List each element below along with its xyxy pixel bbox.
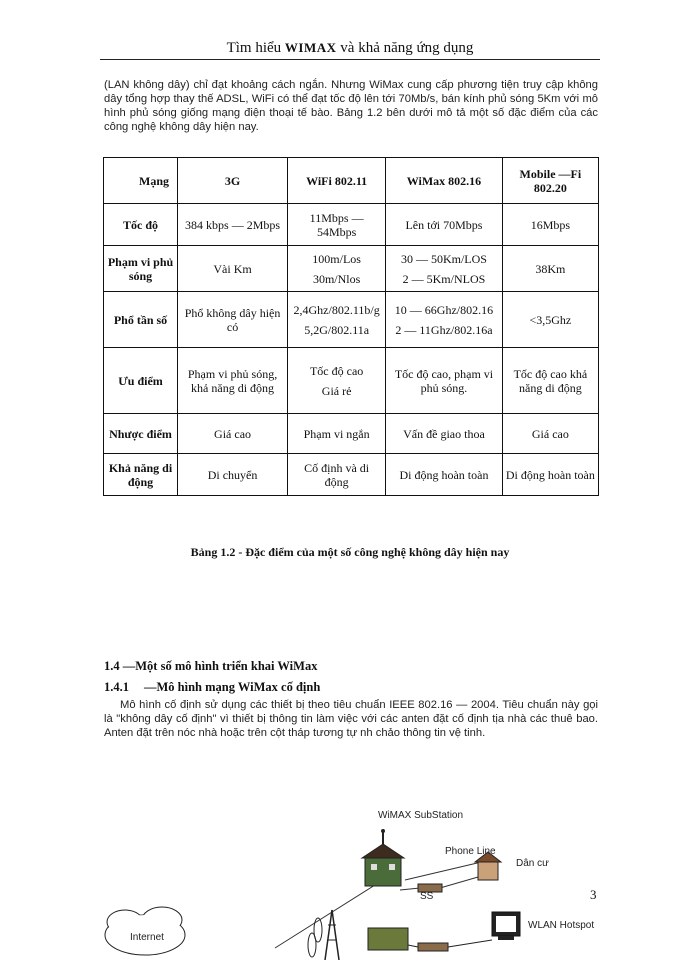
- table-cell: Giá cao: [502, 414, 598, 454]
- table-cell: Tốc độ cao, phạm vi phủ sóng.: [386, 348, 503, 414]
- table-column-header: WiFi 802.11: [288, 158, 386, 204]
- table-cell: 16Mbps: [502, 204, 598, 246]
- page-header: [100, 40, 600, 57]
- section-number: 1.4.1: [104, 680, 129, 694]
- table-cell-line: 2 — 5Km/NLOS: [402, 271, 486, 286]
- page-number: 3: [590, 887, 597, 902]
- network-diagram: [100, 800, 620, 960]
- table-row: [104, 204, 599, 246]
- substation-label: WiMAX SubStation: [378, 810, 464, 821]
- table-cell: [386, 246, 503, 292]
- section-heading-1-4-1: [104, 680, 320, 695]
- comparison-table: [103, 157, 599, 496]
- table-cell-line: Giá rẻ: [321, 383, 352, 398]
- table-row-header: Nhược điểm: [104, 414, 178, 454]
- table-cell-line: 5,2G/802.11a: [304, 322, 370, 337]
- table-cell: [288, 246, 386, 292]
- table-cell: Phạm vi ngắn: [288, 414, 386, 454]
- wireless-link-line: [275, 885, 375, 948]
- table-row: [104, 454, 599, 496]
- table-cell: Vài Km: [178, 246, 288, 292]
- table-corner-header: Mạng: [104, 158, 178, 204]
- table-cell: Di động hoàn toàn: [386, 454, 503, 496]
- phone-line-label: Phone Line: [445, 846, 496, 857]
- router-icon: [368, 928, 408, 950]
- table-cell: Vấn đề giao thoa: [386, 414, 503, 454]
- section-title: —Mô hình mạng WiMax cố định: [144, 680, 321, 694]
- wlan-label: WLAN Hotspot: [528, 920, 595, 931]
- table-cell: 38Km: [502, 246, 598, 292]
- table-cell: Lên tới 70Mbps: [386, 204, 503, 246]
- table-header-row: [104, 158, 599, 204]
- body-paragraph: Mô hình cố định sử dụng các thiết bị theo tiêu chuẩn IEEE 802.16 — 2004. Tiêu chuẩn này gọi là "không dây cố định" vì thiết bị thông tin làm việc với các anten đặt cố định tịa nhà các thuê bao. Anten đặt trên nóc nhà hoặc trên cột tháp tương tự nh chảo thông tin vệ tinh.: [104, 699, 598, 739]
- table-cell-line: 30 — 50Km/LOS: [400, 251, 487, 266]
- table-cell: Di chuyển: [178, 454, 288, 496]
- section-heading-1-4: 1.4 —Một số mô hình triển khai WiMax: [104, 659, 318, 673]
- phone-line-link: [400, 888, 420, 890]
- header-brand: WIMAX: [284, 40, 337, 55]
- table-row-header: Khả năng di động: [104, 454, 178, 496]
- wlan-hotspot-computer-icon: [492, 912, 520, 940]
- table-row-header: Phạm vi phủ sóng: [104, 246, 178, 292]
- table-row-header: Tốc độ: [104, 204, 178, 246]
- table-cell-line: 100m/Los: [312, 251, 361, 266]
- table-cell: <3,5Ghz: [502, 292, 598, 348]
- table-cell: Phổ không dây hiện có: [178, 292, 288, 348]
- table-cell: Giá cao: [178, 414, 288, 454]
- header-suffix: và khả năng ứng dụng: [340, 40, 474, 56]
- header-rule: [100, 59, 600, 60]
- table-cell-line: Tốc độ cao: [309, 363, 364, 378]
- substation-building-icon: [362, 829, 404, 886]
- table-cell: [386, 292, 503, 348]
- table-row-header: Ưu điểm: [104, 348, 178, 414]
- table-cell: Phạm vi phủ sóng, khả năng di động: [178, 348, 288, 414]
- table-row: [104, 292, 599, 348]
- table-row: [104, 348, 599, 414]
- internet-cloud-icon: [105, 907, 185, 955]
- table-cell: Di động hoàn toàn: [502, 454, 598, 496]
- table-column-header: Mobile —Fi 802.20: [502, 158, 598, 204]
- table-cell: Cố định và di động: [288, 454, 386, 496]
- table-cell: 384 kbps — 2Mbps: [178, 204, 288, 246]
- table-cell-line: 2,4Ghz/802.11b/g: [293, 302, 380, 317]
- ss-label: SS: [420, 891, 434, 902]
- intro-paragraph: (LAN không dây) chỉ đạt khoảng cách ngắn. Nhưng WiMax cung cấp phương tiện truy cập không dây tổng hợp thay thế ADSL, WiFi có thể đạt tốc độ lên tới 70Mb/s, bán kính phủ sóng 5Km với mô hình phủ sóng giống mạng điện thoại tế bào. Bảng 1.2 bên dưới mô tả một số đặc điểm của các công nghệ không dây hiện nay.: [104, 79, 598, 133]
- table-row: [104, 246, 599, 292]
- table-row: [104, 414, 599, 454]
- switch-icon: [418, 943, 448, 951]
- table-cell: [288, 348, 386, 414]
- table-column-header: WiMax 802.16: [386, 158, 503, 204]
- table-cell: [288, 292, 386, 348]
- table-caption: Bảng 1.2 - Đặc điểm của một số công nghệ không dây hiện nay: [190, 545, 510, 559]
- table-cell-line: 2 — 11Ghz/802.16a: [395, 322, 493, 337]
- table-column-header: 3G: [178, 158, 288, 204]
- table-cell: Tốc độ cao khả năng di động: [502, 348, 598, 414]
- residents-label: Dân cư: [516, 858, 549, 869]
- table-cell-line: 30m/Nlos: [312, 271, 361, 286]
- table-cell: 11Mbps — 54Mbps: [288, 204, 386, 246]
- table-row-header: Phổ tần số: [104, 292, 178, 348]
- internet-label: Internet: [130, 932, 164, 943]
- header-prefix: Tìm hiểu: [226, 40, 282, 56]
- table-cell-line: 10 — 66Ghz/802.16: [394, 302, 494, 317]
